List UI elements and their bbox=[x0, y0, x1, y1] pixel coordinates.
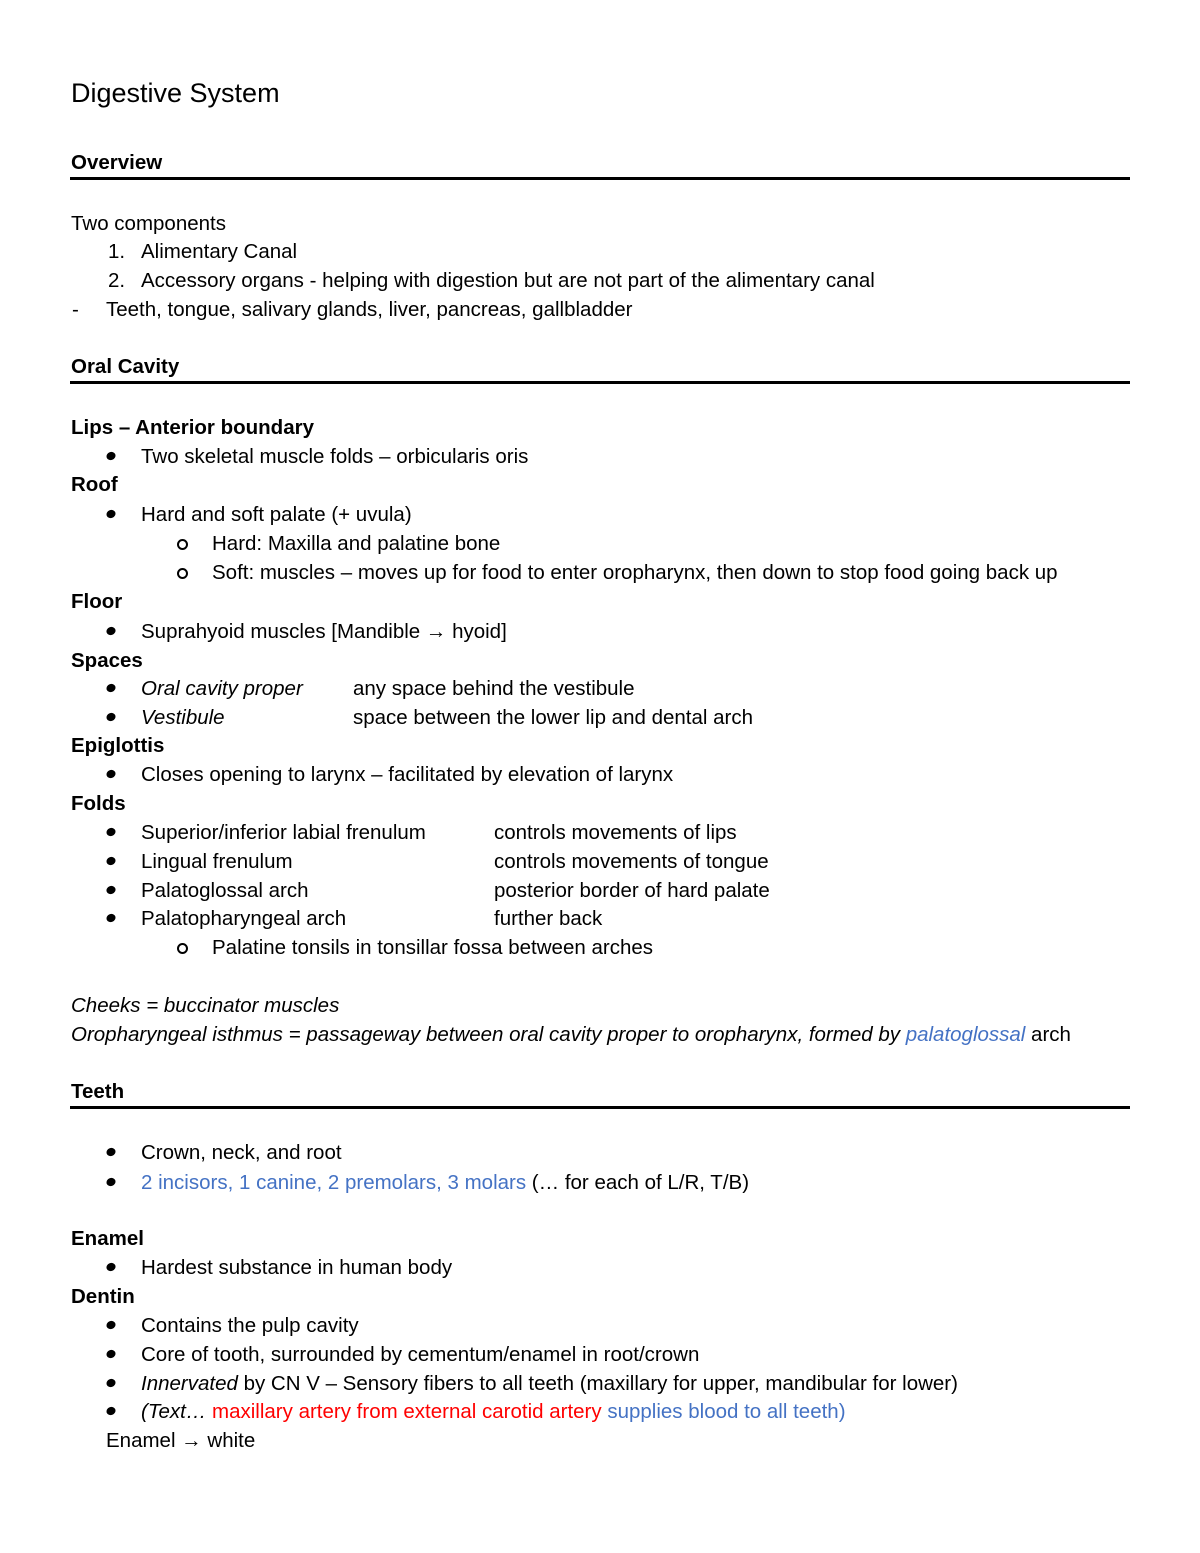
teeth-divider bbox=[70, 1106, 1130, 1109]
isthmus-text: Oropharyngeal isthmus = passageway between oral cavity proper to oropharynx, formed by bbox=[71, 1023, 906, 1046]
bullet-dot bbox=[105, 769, 116, 780]
dentin-bullet-innervation bbox=[141, 1371, 958, 1397]
bullet-dot bbox=[105, 1406, 116, 1417]
floor-label: Floor bbox=[71, 590, 123, 613]
folds-sub: Palatine tonsils in tonsillar fossa between arches bbox=[212, 936, 653, 959]
sub-bullet-circle bbox=[177, 568, 188, 579]
bullet-dot bbox=[105, 913, 116, 924]
fold-term: Palatoglossal arch bbox=[141, 879, 309, 902]
fold-term: Lingual frenulum bbox=[141, 850, 293, 873]
isthmus-note bbox=[71, 1022, 1071, 1048]
enamel-bullet: Hardest substance in human body bbox=[141, 1256, 453, 1279]
bullet-dot bbox=[105, 626, 116, 637]
overview-divider bbox=[70, 177, 1130, 180]
dash-text: Teeth, tongue, salivary glands, liver, pancreas, gallbladder bbox=[106, 298, 633, 321]
isthmus-suffix: arch bbox=[1025, 1023, 1071, 1046]
floor-bullet: Suprahyoid muscles [Mandible → hyoid] bbox=[141, 620, 507, 643]
page-title: Digestive System bbox=[71, 78, 280, 108]
numbered-item bbox=[0, 268, 1200, 294]
teeth-heading: Teeth bbox=[71, 1080, 125, 1103]
sub-bullet-circle bbox=[177, 943, 188, 954]
enamel-white-note: Enamel → white bbox=[106, 1429, 256, 1452]
oral-cavity-divider bbox=[70, 381, 1130, 384]
teeth-bullet-count bbox=[141, 1170, 749, 1196]
item-text: Accessory organs - helping with digestion but are not part of the alimentary canal bbox=[141, 269, 875, 292]
fold-desc: further back bbox=[494, 907, 603, 930]
bullet-dot bbox=[105, 1177, 116, 1188]
epiglottis-label: Epiglottis bbox=[71, 734, 165, 757]
fold-term: Superior/inferior labial frenulum bbox=[141, 821, 426, 844]
bullet-dot bbox=[105, 712, 116, 723]
roof-sub-soft: Soft: muscles – moves up for food to enter oropharynx, then down to stop food going back up bbox=[212, 561, 1058, 584]
oral-cavity-heading: Oral Cavity bbox=[71, 355, 180, 378]
artery-highlight: maxillary artery from external carotid artery bbox=[212, 1400, 602, 1423]
roof-sub-hard: Hard: Maxilla and palatine bone bbox=[212, 532, 501, 555]
dentin-bullet-blood bbox=[141, 1399, 846, 1425]
sub-bullet-circle bbox=[177, 539, 188, 550]
bullet-dot bbox=[105, 1378, 116, 1389]
dash-marker: - bbox=[72, 298, 79, 321]
lips-label: Lips – Anterior boundary bbox=[71, 416, 314, 439]
cheeks-note: Cheeks = buccinator muscles bbox=[71, 994, 340, 1017]
overview-heading: Overview bbox=[71, 151, 163, 174]
supply-highlight: supplies blood to all teeth) bbox=[601, 1400, 846, 1423]
text-ref: (Text… bbox=[141, 1400, 213, 1423]
innervation-rest: by CN V – Sensory fibers to all teeth (maxillary for upper, mandibular for lower) bbox=[237, 1372, 958, 1395]
innervated-term: Innervated bbox=[141, 1372, 238, 1395]
teeth-count-rest: (… for each of L/R, T/B) bbox=[526, 1171, 750, 1194]
bullet-dot bbox=[105, 1262, 116, 1273]
dentin-bullet: Core of tooth, surrounded by cementum/enamel in root/crown bbox=[141, 1343, 700, 1366]
bullet-dot bbox=[105, 827, 116, 838]
teeth-count-highlight: 2 incisors, 1 canine, 2 premolars, 3 molars bbox=[141, 1171, 527, 1194]
roof-bullet: Hard and soft palate (+ uvula) bbox=[141, 503, 412, 526]
dash-item bbox=[0, 297, 1200, 323]
lips-bullet: Two skeletal muscle folds – orbicularis oris bbox=[141, 445, 529, 468]
enamel-label: Enamel bbox=[71, 1227, 144, 1250]
fold-desc: controls movements of lips bbox=[494, 821, 737, 844]
bullet-dot bbox=[105, 1320, 116, 1331]
numbered-item bbox=[0, 239, 1200, 265]
epiglottis-bullet: Closes opening to larynx – facilitated by elevation of larynx bbox=[141, 763, 674, 786]
dentin-bullet: Contains the pulp cavity bbox=[141, 1314, 359, 1337]
item-number: 1. bbox=[108, 240, 126, 263]
bullet-dot bbox=[105, 1349, 116, 1360]
fold-term: Palatopharyngeal arch bbox=[141, 907, 347, 930]
bullet-dot bbox=[105, 856, 116, 867]
space-desc: space between the lower lip and dental arch bbox=[353, 706, 754, 729]
teeth-bullet-parts: Crown, neck, and root bbox=[141, 1141, 342, 1164]
space-desc: any space behind the vestibule bbox=[353, 677, 635, 700]
item-text: Alimentary Canal bbox=[141, 240, 298, 263]
bullet-dot bbox=[105, 509, 116, 520]
space-term: Oral cavity proper bbox=[141, 677, 303, 700]
bullet-dot bbox=[105, 451, 116, 462]
space-term: Vestibule bbox=[141, 706, 225, 729]
item-number: 2. bbox=[108, 269, 126, 292]
fold-desc: controls movements of tongue bbox=[494, 850, 769, 873]
spaces-label: Spaces bbox=[71, 649, 143, 672]
bullet-dot bbox=[105, 885, 116, 896]
bullet-dot bbox=[105, 1147, 116, 1158]
isthmus-highlight: palatoglossal bbox=[905, 1023, 1026, 1046]
dentin-label: Dentin bbox=[71, 1285, 135, 1308]
bullet-dot bbox=[105, 683, 116, 694]
folds-label: Folds bbox=[71, 792, 126, 815]
roof-label: Roof bbox=[71, 473, 118, 496]
fold-desc: posterior border of hard palate bbox=[494, 879, 770, 902]
overview-intro: Two components bbox=[71, 212, 226, 235]
